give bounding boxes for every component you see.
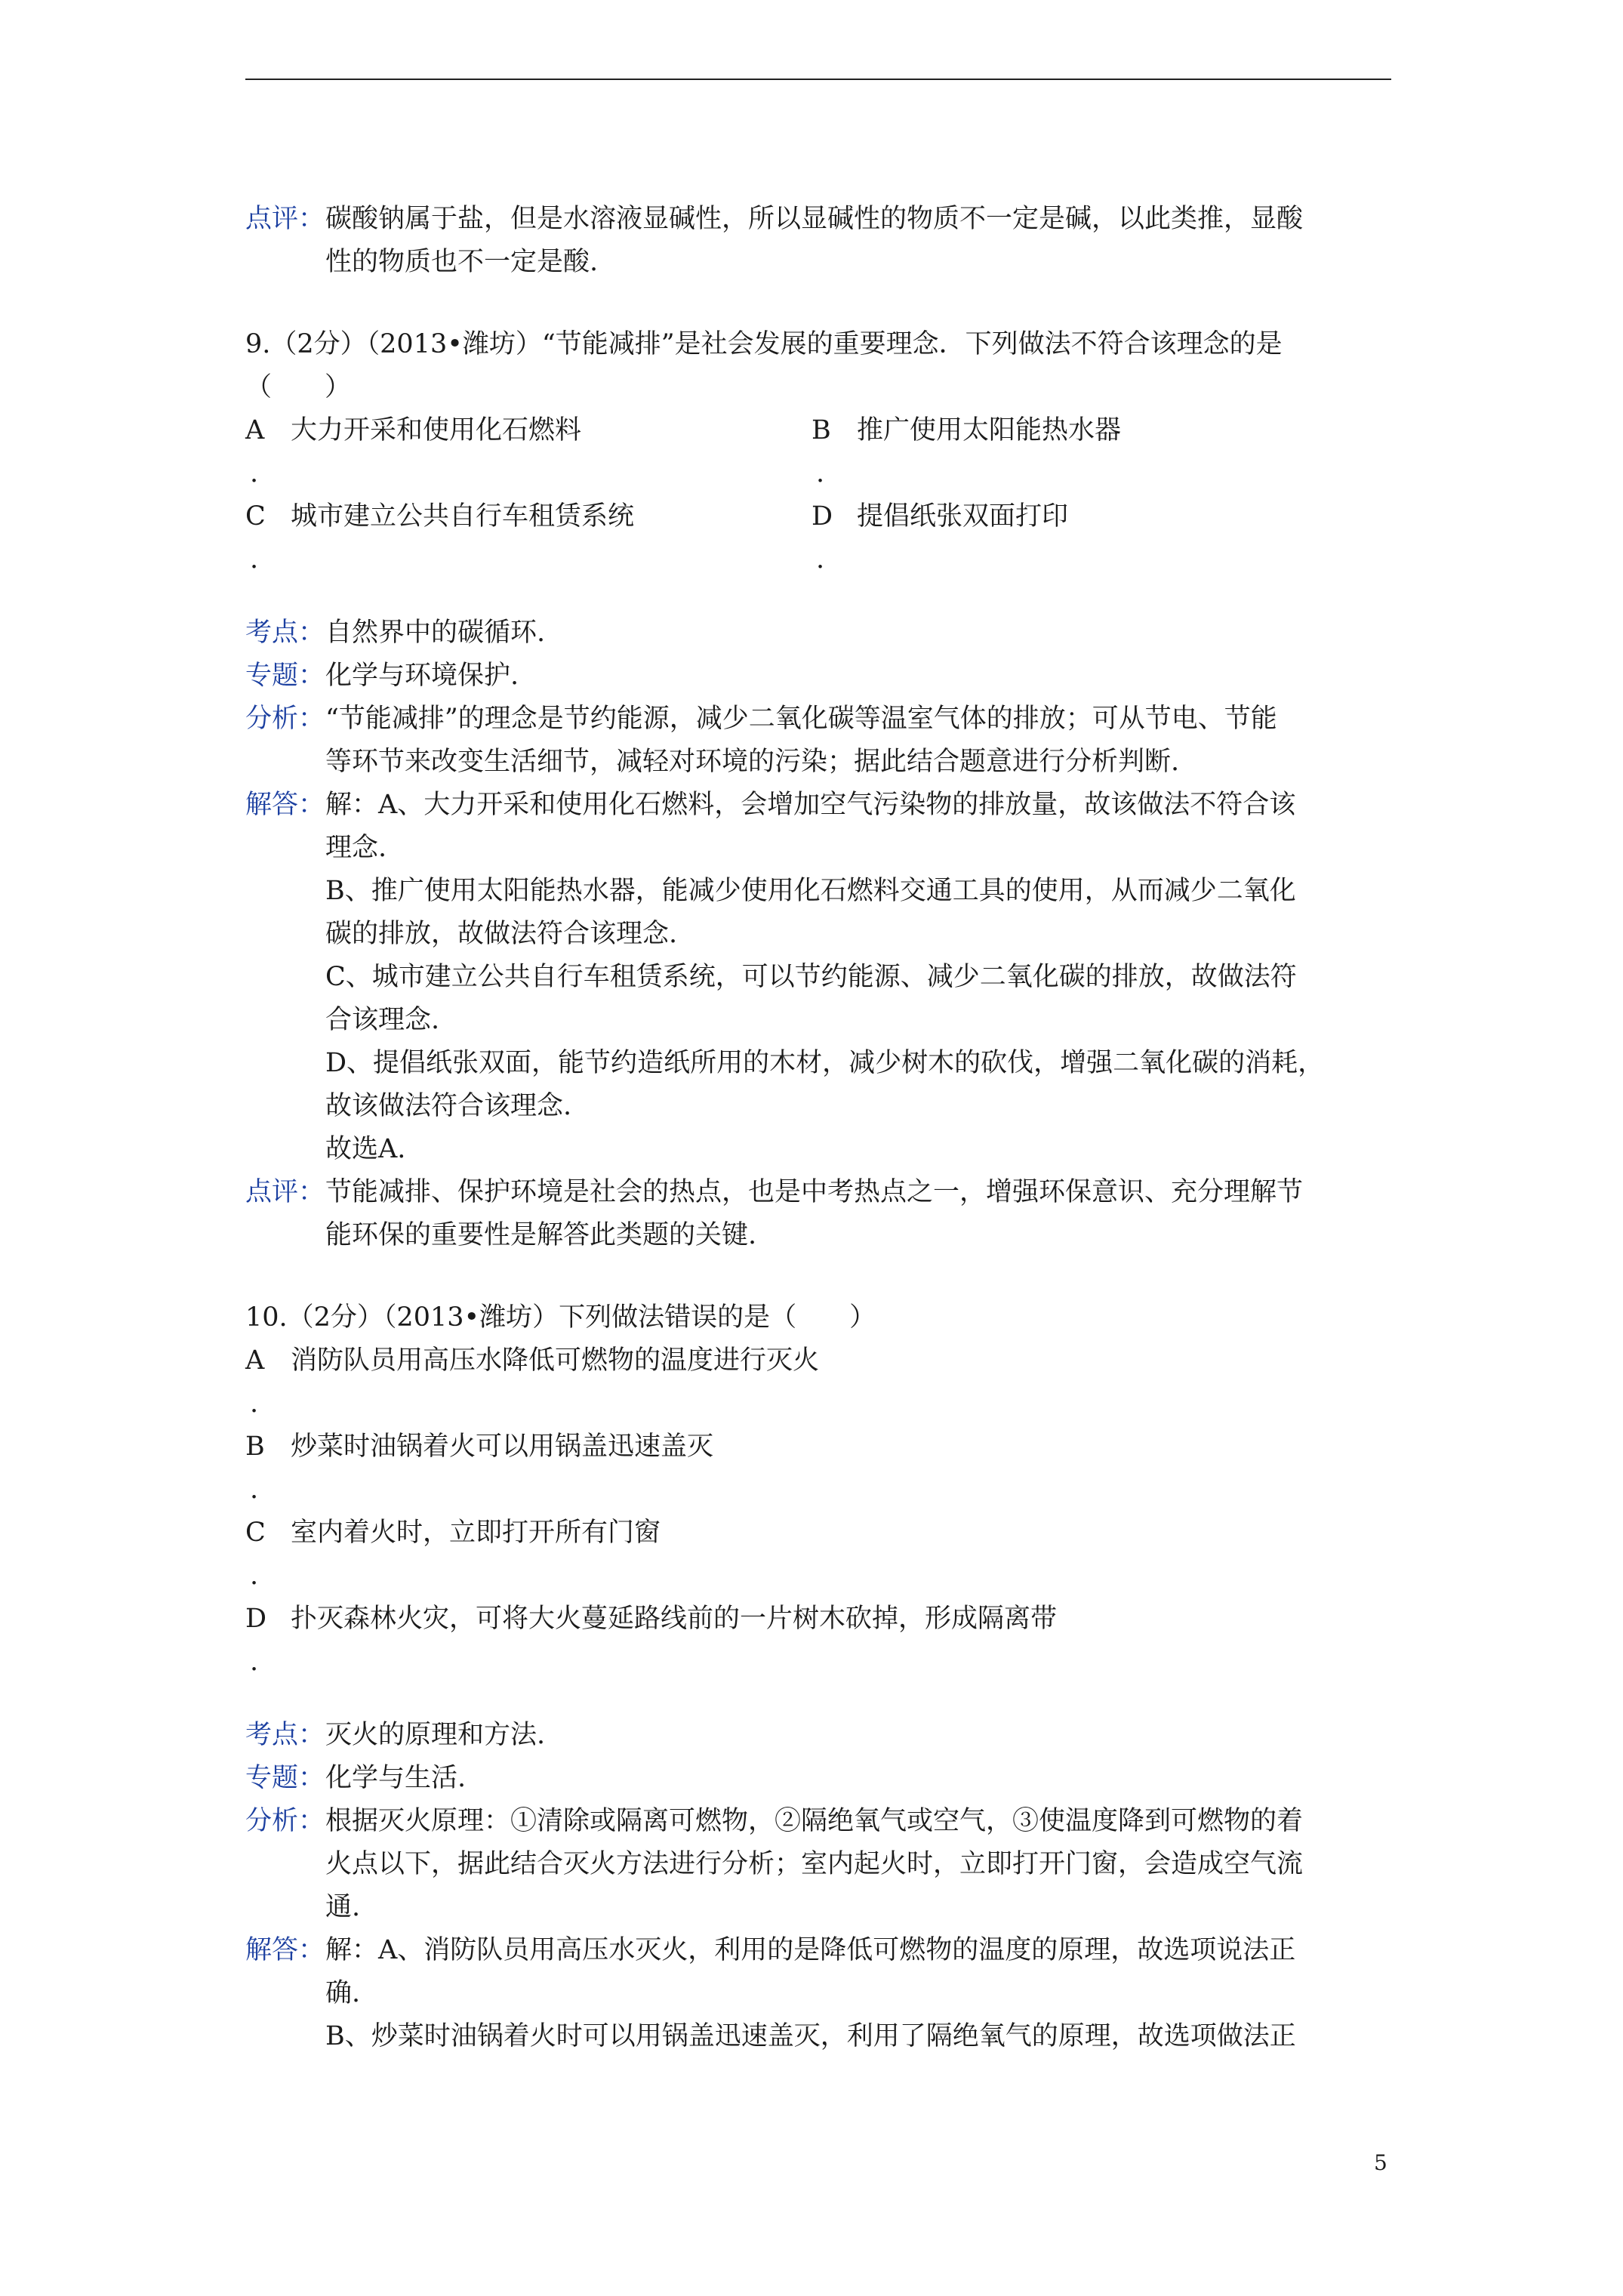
jieda <box>245 784 1393 1171</box>
option-dot: . <box>250 544 259 575</box>
jieda-line: 解：A、消防队员用高压水灭火，利用的是降低可燃物的温度的原理，故选项说法正 <box>325 1935 1296 1965</box>
fenxi-line: 根据灭火原理：①清除或隔离可燃物，②隔绝氧气或空气，③使温度降到可燃物的着 <box>325 1806 1304 1836</box>
options-grid <box>245 409 1393 581</box>
option-text: 消防队员用高压水降低可燃物的温度进行灭火 <box>291 1345 820 1376</box>
kaodian-label: 考点： <box>245 618 325 648</box>
question-title: 9.（2分）（2013•潍坊）“节能减排”是社会发展的重要理念．下列做法不符合该理念的是 <box>245 329 1283 359</box>
zhuanti-text: 化学与环境保护. <box>325 661 519 691</box>
question-title: 10.（2分）（2013•潍坊）下列做法错误的是（ ） <box>245 1302 876 1333</box>
jieda-line: 故选A. <box>325 1134 406 1164</box>
option-b <box>245 1425 1393 1512</box>
option-letter: B <box>245 1432 265 1462</box>
option-dot: . <box>250 1388 259 1419</box>
zhuanti-label: 专题： <box>245 1763 325 1793</box>
option-d <box>812 495 1378 581</box>
dianping-line: 能环保的重要性是解答此类题的关键. <box>325 1220 757 1250</box>
option-a <box>245 1339 1393 1425</box>
dianping-label: 点评： <box>245 1177 325 1207</box>
jieda-line: B、炒菜时油锅着火时可以用锅盖迅速盖灭，利用了隔绝氧气的原理，故选项做法正 <box>325 2021 1296 2051</box>
comment-line: 碳酸钠属于盐，但是水溶液显碱性，所以显碱性的物质不一定是碱，以此类推，显酸 <box>325 204 1304 234</box>
zhuanti-label: 专题： <box>245 661 325 691</box>
jieda-line: D、提倡纸张双面，能节约造纸所用的木材，减少树木的砍伐，增强二氧化碳的消耗， <box>325 1048 1325 1078</box>
option-letter: B <box>812 415 831 445</box>
question-title-paren: （ ） <box>245 372 352 402</box>
kaodian-text: 自然界中的碳循环. <box>325 618 546 648</box>
jieda-line: 故该做法符合该理念. <box>325 1091 572 1121</box>
option-text: 城市建立公共自行车租赁系统 <box>291 501 635 532</box>
option-dot: . <box>250 1647 259 1677</box>
fenxi <box>245 698 1393 784</box>
fenxi-line: 通. <box>325 1892 361 1922</box>
option-dot: . <box>250 1561 259 1591</box>
option-text: 炒菜时油锅着火可以用锅盖迅速盖灭 <box>291 1432 714 1462</box>
kaodian-text: 灭火的原理和方法. <box>325 1720 546 1750</box>
option-letter: C <box>245 501 266 532</box>
jieda-line: 理念. <box>325 833 387 863</box>
option-text: 提倡纸张双面打印 <box>857 501 1069 532</box>
jieda <box>245 1929 1393 2058</box>
option-text: 室内着火时，立即打开所有门窗 <box>291 1518 661 1548</box>
option-a <box>245 409 812 495</box>
jieda-line: 解：A、大力开采和使用化石燃料，会增加空气污染物的排放量，故该做法不符合该 <box>325 790 1296 820</box>
jieda-line: 确. <box>325 1978 361 2008</box>
fenxi-line: 等环节来改变生活细节，减轻对环境的污染；据此结合题意进行分析判断. <box>325 747 1180 777</box>
option-c <box>245 495 812 581</box>
jieda-line: B、推广使用太阳能热水器，能减少使用化石燃料交通工具的使用，从而减少二氧化 <box>325 876 1296 906</box>
option-text: 扑灭森林火灾，可将大火蔓延路线前的一片树木砍掉，形成隔离带 <box>291 1604 1058 1634</box>
fenxi-label: 分析： <box>245 704 325 734</box>
option-dot: . <box>816 544 825 575</box>
question-10 <box>245 1296 1393 2058</box>
option-dot: . <box>816 458 825 488</box>
jieda-label: 解答： <box>245 1935 325 1965</box>
jieda-line: C、城市建立公共自行车租赁系统，可以节约能源、减少二氧化碳的排放，故做法符 <box>325 962 1297 992</box>
dianping <box>245 1171 1393 1257</box>
comment-label: 点评： <box>245 204 325 234</box>
option-text: 推广使用太阳能热水器 <box>857 415 1122 445</box>
option-text: 大力开采和使用化石燃料 <box>291 415 582 445</box>
option-dot: . <box>250 1475 259 1505</box>
page-number: 5 <box>1374 2150 1387 2175</box>
option-b <box>812 409 1378 495</box>
jieda-line: 碳的排放，故做法符合该理念. <box>325 919 678 949</box>
fenxi-label: 分析： <box>245 1806 325 1836</box>
zhuanti-text: 化学与生活. <box>325 1763 467 1793</box>
option-dot: . <box>250 458 259 488</box>
jieda-line: 合该理念. <box>325 1005 440 1035</box>
option-letter: D <box>812 501 833 532</box>
fenxi <box>245 1800 1393 1929</box>
option-letter: D <box>245 1604 267 1634</box>
fenxi-line: 火点以下，据此结合灭火方法进行分析；室内起火时，立即打开门窗，会造成空气流 <box>325 1849 1304 1879</box>
comment-prev <box>245 198 1393 284</box>
kaodian <box>245 612 1393 655</box>
option-letter: A <box>245 415 265 445</box>
option-letter: C <box>245 1518 266 1548</box>
option-c <box>245 1512 1393 1598</box>
comment-line: 性的物质也不一定是酸. <box>325 247 599 277</box>
kaodian-label: 考点： <box>245 1720 325 1750</box>
question-9 <box>245 323 1393 1257</box>
kaodian <box>245 1714 1393 1757</box>
page-content <box>245 198 1393 2058</box>
option-letter: A <box>245 1345 265 1376</box>
zhuanti <box>245 1757 1393 1800</box>
jieda-label: 解答： <box>245 790 325 820</box>
zhuanti <box>245 655 1393 698</box>
header-rule <box>245 79 1391 80</box>
fenxi-line: “节能减排”的理念是节约能源，减少二氧化碳等温室气体的排放；可从节电、节能 <box>325 704 1277 734</box>
dianping-line: 节能减排、保护环境是社会的热点，也是中考热点之一，增强环保意识、充分理解节 <box>325 1177 1304 1207</box>
option-d <box>245 1598 1393 1684</box>
